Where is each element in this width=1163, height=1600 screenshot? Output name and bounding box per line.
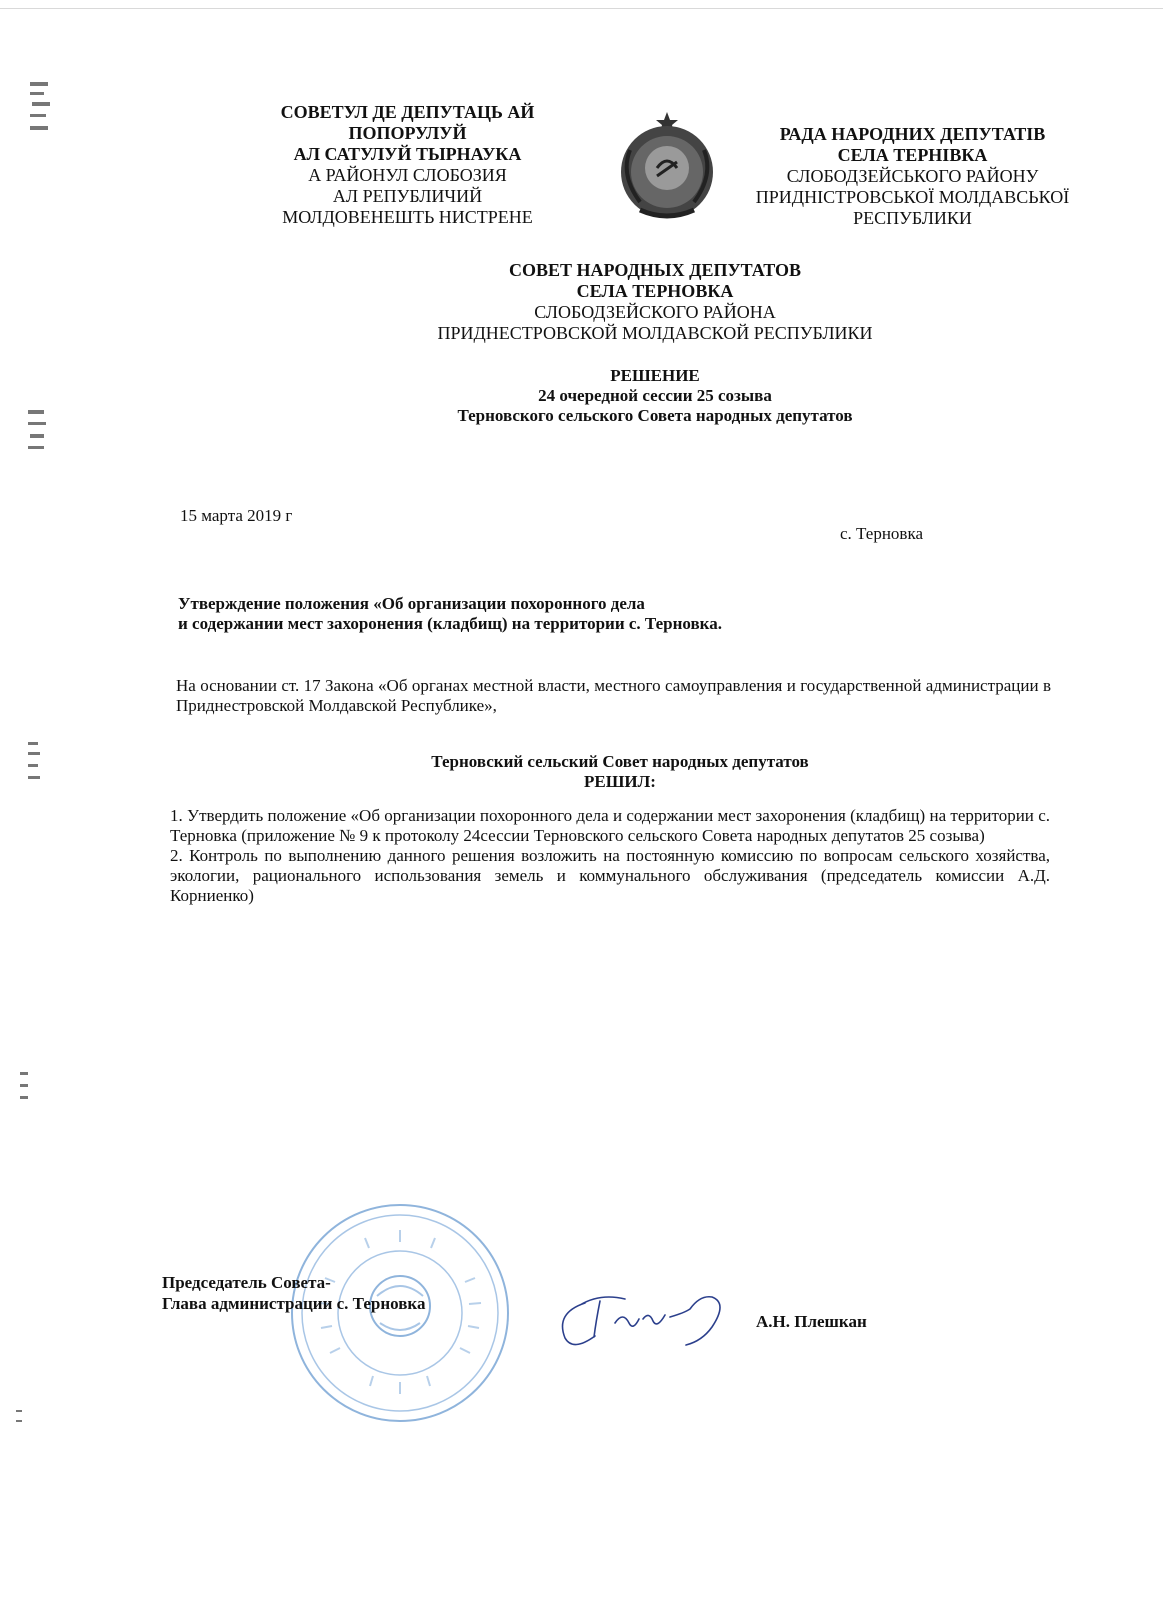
basis-paragraph: На основании ст. 17 Закона «Об органах местной власти, местного самоуправления и государственной администрации в Приднестровской Молдавской Республике», [176, 676, 1051, 715]
header-right [745, 124, 1080, 229]
subject-line2: и содержании мест захоронения (кладбищ) на территории с. Терновка. [178, 614, 722, 633]
header-center [380, 260, 930, 344]
signatory-position-line2: Глава администрации с. Терновка [162, 1294, 426, 1313]
decision-council: Терновского сельского Совета народных депутатов [457, 406, 853, 425]
header-left-line3: АЛ САТУЛУЙ ТЫРНАУКА [293, 144, 522, 164]
decision-title: РЕШЕНИЕ [610, 366, 700, 385]
handwritten-signature [555, 1285, 755, 1355]
resolved-word: РЕШИЛ: [584, 772, 656, 791]
decision-subject [178, 594, 878, 634]
header-center-line1: СОВЕТ НАРОДНЫХ ДЕПУТАТОВ [509, 260, 801, 280]
header-left [270, 102, 545, 228]
decision-items [170, 806, 1050, 906]
decision-item-1: 1. Утвердить положение «Об организации похоронного дела и содержании мест захоронения (кладбищ) на территории с. Терновка (приложение № 9 к протоколу 24сессии Терновского сельского Совета народных депутатов 25 созыва) [170, 806, 1050, 845]
signatory-position [162, 1272, 425, 1314]
document-place: с. Терновка [840, 524, 923, 543]
signatory-name: А.Н. Плешкан [756, 1312, 867, 1331]
header-center-line2: СЕЛА ТЕРНОВКА [576, 281, 734, 301]
scan-edge-line [0, 8, 1163, 9]
header-right-line1: РАДА НАРОДНИХ ДЕПУТАТІВ [779, 124, 1046, 144]
decision-block [380, 366, 930, 426]
header-right-line3: СЛОБОДЗЕЙСЬКОГО РАЙОНУ [786, 166, 1039, 186]
decision-item-2: 2. Контроль по выполнению данного решения возложить на постоянную комиссию по вопросам сельского хозяйства, экологии, рационального использования земель и коммунального обслуживания (председатель комиссии А.Д. Корниенко) [170, 846, 1050, 905]
header-left-line2: ПОПОРУЛУЙ [348, 123, 467, 143]
header-right-line5: РЕСПУБЛИКИ [853, 208, 972, 228]
header-center-line4: ПРИДНЕСТРОВСКОЙ МОЛДАВСКОЙ РЕСПУБЛИКИ [437, 323, 873, 343]
document-date: 15 марта 2019 г [180, 506, 293, 525]
resolved-block [380, 752, 860, 792]
signatory-position-line1: Председатель Совета- [162, 1273, 331, 1292]
header-left-line1: СОВЕТУЛ ДЕ ДЕПУТАЦЬ АЙ [280, 102, 535, 122]
decision-session: 24 очередной сессии 25 созыва [538, 386, 772, 405]
header-left-line5: АЛ РЕПУБЛИЧИЙ [332, 186, 483, 206]
header-left-line4: А РАЙОНУЛ СЛОБОЗИЯ [308, 165, 507, 185]
header-left-line6: МОЛДОВЕНЕШТЬ НИСТРЕНЕ [282, 207, 533, 227]
resolved-council: Терновский сельский Совет народных депутатов [431, 752, 809, 771]
header-center-line3: СЛОБОДЗЕЙСКОГО РАЙОНА [534, 302, 776, 322]
header-right-line4: ПРИДНІСТРОВСЬКОЇ МОЛДАВСЬКОЇ [755, 187, 1070, 207]
coat-of-arms-emblem [610, 110, 725, 225]
subject-line1: Утверждение положения «Об организации похоронного дела [178, 594, 645, 613]
header-right-line2: СЕЛА ТЕРНІВКА [837, 145, 988, 165]
